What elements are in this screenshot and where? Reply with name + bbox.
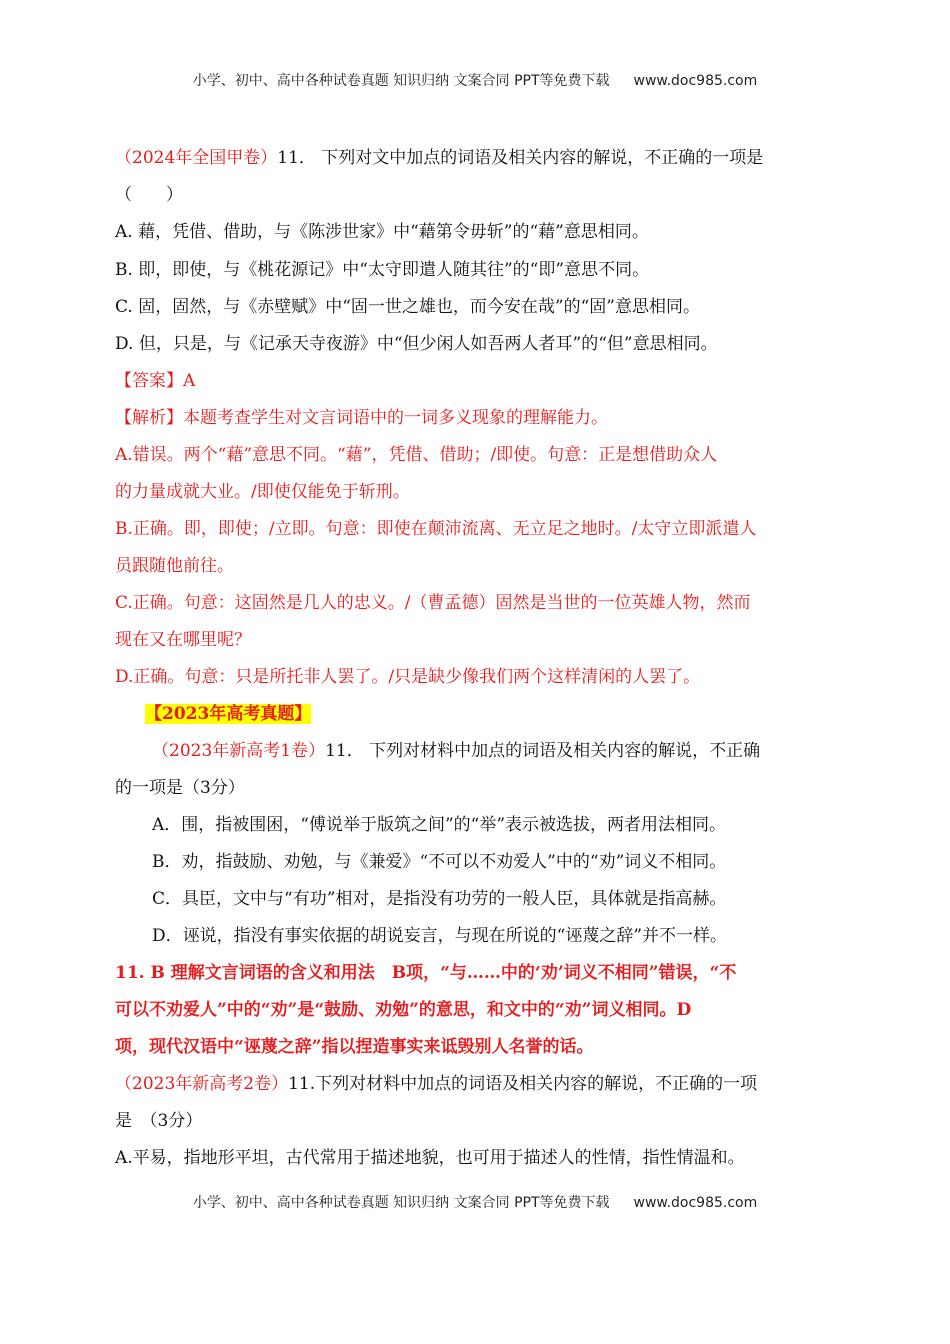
question-2023a-source: （2023年新高考1卷） <box>152 741 326 761</box>
question-2023a-option-a: A．围，指被围困，“傅说举于版筑之间”的“举”表示被选拔，两者用法相同。 <box>152 815 727 835</box>
header-site: www.doc985.com <box>633 73 758 89</box>
question-2024-blank: （ ） <box>115 185 183 205</box>
question-2024-source: （2024年全国甲卷） <box>115 148 278 168</box>
page-footer <box>0 1192 950 1212</box>
question-2024-option-b: B. 即，即使，与《桃花源记》中“太守即遣人随其往”的“即”意思不同。 <box>115 260 650 280</box>
question-2023a-stem <box>152 739 760 763</box>
question-2023b-stem-cont: 是 （3分） <box>115 1111 203 1131</box>
header-text: 小学、初中、高中各种试卷真题 知识归纳 文案合同 PPT等免费下载 <box>192 73 610 89</box>
explanation-line: 的力量成就大业。/即使仅能免于斩刑。 <box>115 482 410 502</box>
question-2023a-option-c: C．具臣，文中与“有功”相对，是指没有功劳的一般人臣，具体就是指高赫。 <box>152 889 727 909</box>
explanation-line: D.正确。句意：只是所托非人罢了。/只是缺少像我们两个这样清闲的人罢了。 <box>115 667 701 687</box>
question-2024-answer: 【答案】A <box>115 371 196 391</box>
explanation-line: B.正确。即，即使；/立即。句意：即使在颠沛流离、无立足之地时。/太守立即派遣人 <box>115 519 757 539</box>
explanation-line: 员跟随他前往。 <box>115 556 234 576</box>
question-2023a-answer-line: 可以不劝爱人”中的“劝”是“鼓励、劝勉”的意思，和文中的“劝”词义相同。D <box>115 1000 692 1020</box>
question-2024-stem <box>115 146 763 170</box>
question-2023a-option-b: B．劝，指鼓励、劝勉，与《兼爱》“不可以不劝爱人”中的“劝”词义不相同。 <box>152 852 727 872</box>
explanation-line: A.错误。两个“藉”意思不同。“藉”，凭借、借助；/即使。句意：正是想借助众人 <box>115 445 718 465</box>
question-2024-option-d: D. 但，只是，与《记承天寺夜游》中“但少闲人如吾两人者耳”的“但”意思相同。 <box>115 334 718 354</box>
question-2023a-answer-line: 11. B 理解文言词语的含义和用法 B项，“与……中的‘劝’词义不相同”错误，“不 <box>115 963 737 983</box>
section-heading-text: 【2023年高考真题】 <box>145 704 312 724</box>
question-2023a-answer-line: 项，现代汉语中“诬蔑之辞”指以捏造事实来诋毁别人名誉的话。 <box>115 1037 594 1057</box>
footer-site: www.doc985.com <box>633 1195 758 1211</box>
footer-text: 小学、初中、高中各种试卷真题 知识归纳 文案合同 PPT等免费下载 <box>192 1195 610 1211</box>
page-header <box>0 70 950 90</box>
question-2023a-stem-cont: 的一项是（3分） <box>115 778 245 798</box>
question-2024-option-a: A. 藉，凭借、借助，与《陈涉世家》中“藉第令毋斩”的“藉”意思相同。 <box>115 222 649 242</box>
question-2024-analysis: 【解析】本题考查学生对文言词语中的一词多义现象的理解能力。 <box>115 408 608 428</box>
question-2024-option-c: C. 固，固然，与《赤壁赋》中“固一世之雄也，而今安在哉”的“固”意思相同。 <box>115 297 700 317</box>
explanation-line: C.正确。句意：这固然是几人的忠义。/（曹孟德）固然是当世的一位英雄人物，然而 <box>115 593 751 613</box>
question-2023a-option-d: D．诬说，指没有事实依据的胡说妄言，与现在所说的“诬蔑之辞”并不一样。 <box>152 926 728 946</box>
question-2024-text: 11． 下列对文中加点的词语及相关内容的解说，不正确的一项是 <box>277 148 764 168</box>
question-2023b-source: （2023年新高考2卷） <box>115 1074 289 1094</box>
question-2023b-option-a: A.平易，指地形平坦，古代常用于描述地貌，也可用于描述人的性情，指性情温和。 <box>115 1148 745 1168</box>
explanation-line: 现在又在哪里呢？ <box>115 630 251 650</box>
question-2023a-text: 11． 下列对材料中加点的词语及相关内容的解说，不正确 <box>325 741 761 761</box>
section-heading-2023 <box>145 702 311 726</box>
question-2023b-stem <box>115 1072 757 1096</box>
question-2023b-text: 11.下列对材料中加点的词语及相关内容的解说，不正确的一项 <box>288 1074 758 1094</box>
